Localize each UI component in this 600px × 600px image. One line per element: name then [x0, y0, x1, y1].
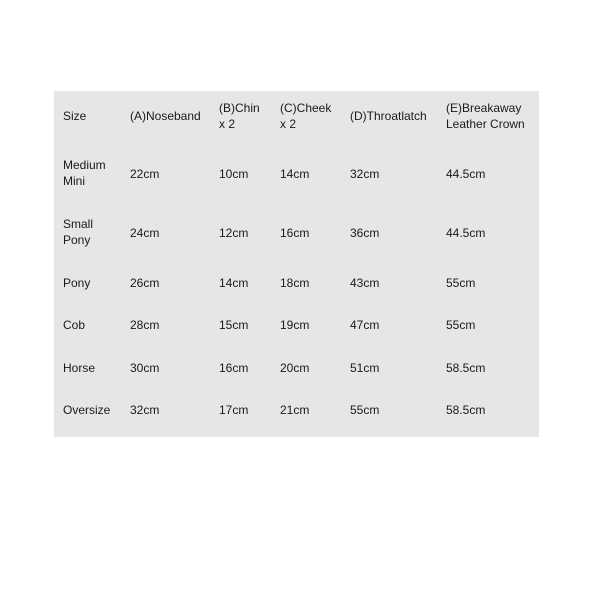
cell-throatlatch: 51cm [350, 361, 380, 375]
cell-crown: 55cm [446, 318, 476, 332]
header-crown-line2: Leather Crown [446, 117, 525, 131]
header-throatlatch: (D)Throatlatch [350, 109, 427, 123]
row-size-line2: Pony [63, 233, 91, 247]
cell-crown: 44.5cm [446, 167, 486, 181]
cell-throatlatch: 43cm [350, 276, 380, 290]
cell-throatlatch: 47cm [350, 318, 380, 332]
cell-cheek: 16cm [280, 226, 310, 240]
cell-chin: 10cm [219, 167, 249, 181]
header-cheek [280, 100, 331, 132]
header-cheek-line1: (C)Cheek [280, 101, 332, 115]
row-size-medium-mini [63, 157, 106, 189]
cell-chin: 15cm [219, 318, 249, 332]
row-size-line1: Medium [63, 158, 106, 172]
header-chin [219, 100, 260, 132]
header-crown-line1: (E)Breakaway [446, 101, 522, 115]
header-cheek-line2: x 2 [280, 117, 297, 131]
cell-noseband: 28cm [130, 318, 160, 332]
cell-cheek: 20cm [280, 361, 310, 375]
cell-chin: 12cm [219, 226, 249, 240]
size-chart-table [54, 91, 539, 437]
cell-chin: 14cm [219, 276, 249, 290]
cell-crown: 58.5cm [446, 361, 486, 375]
row-size-horse: Horse [63, 361, 96, 375]
cell-cheek: 19cm [280, 318, 310, 332]
cell-cheek: 14cm [280, 167, 310, 181]
cell-cheek: 21cm [280, 403, 310, 417]
row-size-line1: Small [63, 217, 94, 231]
cell-noseband: 22cm [130, 167, 160, 181]
row-size-small-pony [63, 216, 93, 248]
cell-throatlatch: 32cm [350, 167, 380, 181]
header-chin-line1: (B)Chin [219, 101, 260, 115]
cell-noseband: 26cm [130, 276, 160, 290]
cell-chin: 17cm [219, 403, 249, 417]
cell-crown: 44.5cm [446, 226, 486, 240]
cell-crown: 55cm [446, 276, 476, 290]
header-size: Size [63, 109, 87, 123]
cell-crown: 58.5cm [446, 403, 486, 417]
header-noseband: (A)Noseband [130, 109, 201, 123]
row-size-cob: Cob [63, 318, 86, 332]
header-crown [446, 100, 525, 132]
row-size-line2: Mini [63, 174, 86, 188]
row-size-oversize: Oversize [63, 403, 111, 417]
row-size-pony: Pony [63, 276, 91, 290]
cell-throatlatch: 36cm [350, 226, 380, 240]
cell-chin: 16cm [219, 361, 249, 375]
cell-noseband: 32cm [130, 403, 160, 417]
cell-throatlatch: 55cm [350, 403, 380, 417]
header-chin-line2: x 2 [219, 117, 236, 131]
cell-cheek: 18cm [280, 276, 310, 290]
cell-noseband: 30cm [130, 361, 160, 375]
cell-noseband: 24cm [130, 226, 160, 240]
